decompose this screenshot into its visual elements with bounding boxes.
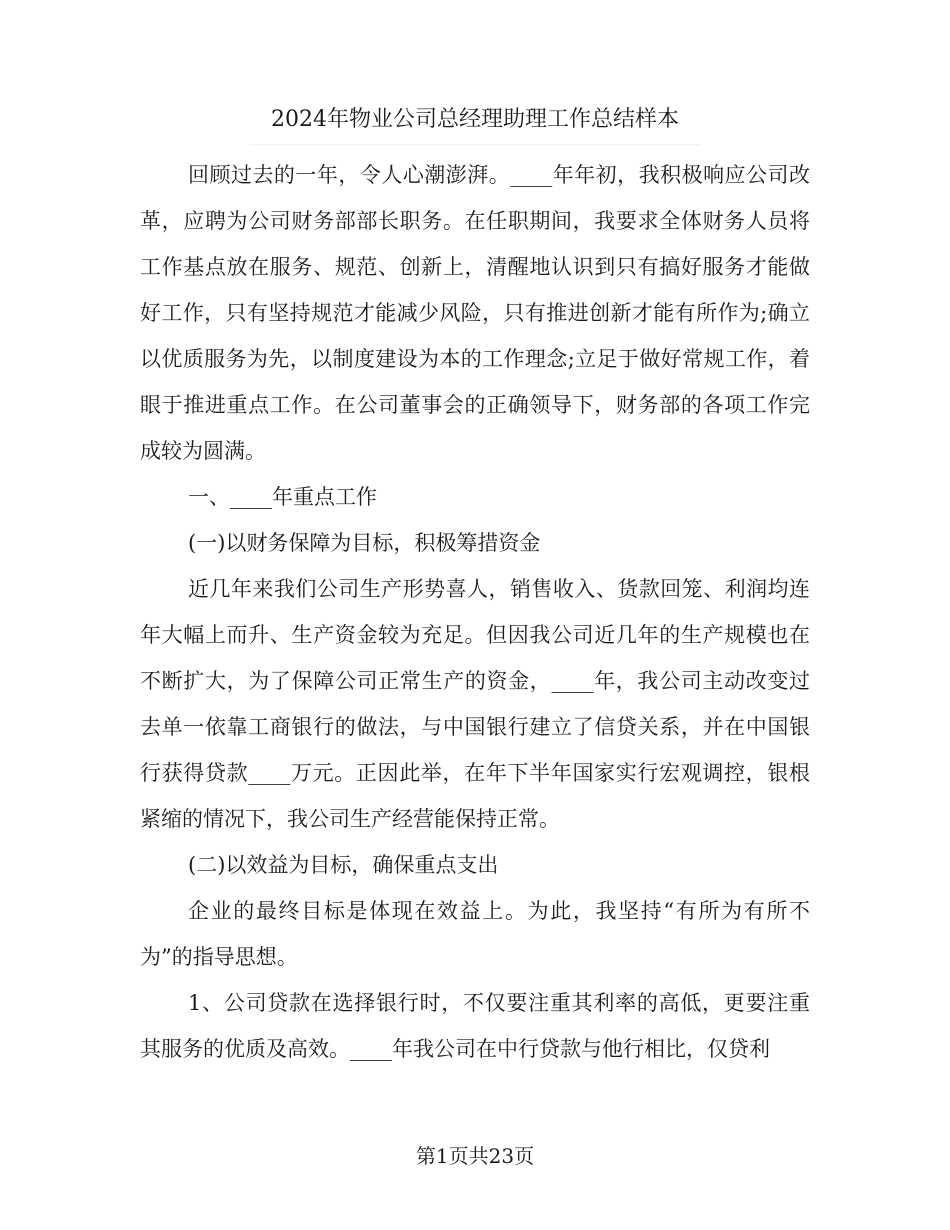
document-title: 2024年物业公司总经理助理工作总结样本 xyxy=(250,100,700,145)
paragraph-funding: 近几年来我们公司生产形势喜人，销售收入、货款回笼、利润均连年大幅上而升、生产资金较为充足。但因我公司近几年的生产规模也在不断扩大，为了保障公司正常生产的资金，____年，我公司主动改变过去单一依靠工商银行的做法，与中国银行建立了信贷关系，并在中国银行获得贷款____万元。正因此举，在年下半年国家实行宏观调控，银根紧缩的情况下，我公司生产经营能保持正常。 xyxy=(140,577,810,831)
paragraph-intro: 回顾过去的一年，令人心潮澎湃。____年年初，我积极响应公司改革，应聘为公司财务部部长职务。在任职期间，我要求全体财务人员将工作基点放在服务、规范、创新上，清醒地认识到只有搞好服务才能做好工作，只有坚持规范才能减少风险，只有推进创新才能有所作为;确立以优质服务为先，以制度建设为本的工作理念;立足于做好常规工作，着眼于推进重点工作。在公司董事会的正确领导下，财务部的各项工作完成较为圆满。 xyxy=(140,163,810,463)
page-number: 第1页共23页 xyxy=(415,1144,535,1168)
subheading-funding: (一)以财务保障为目标，积极筹措资金 xyxy=(188,531,541,555)
paragraph-loan-selection: 1、公司贷款在选择银行时，不仅要注重其利率的高低，更要注重其服务的优质及高效。____年我公司在中行贷款与他行相比，仅贷利 xyxy=(140,991,810,1061)
document-body xyxy=(140,152,810,1072)
paragraph-efficiency: 企业的最终目标是体现在效益上。为此，我坚持“有所为有所不为”的指导思想。 xyxy=(140,899,810,969)
subheading-efficiency: (二)以效益为目标，确保重点支出 xyxy=(188,853,499,877)
section-heading-key-work: 一、____年重点工作 xyxy=(188,485,377,509)
